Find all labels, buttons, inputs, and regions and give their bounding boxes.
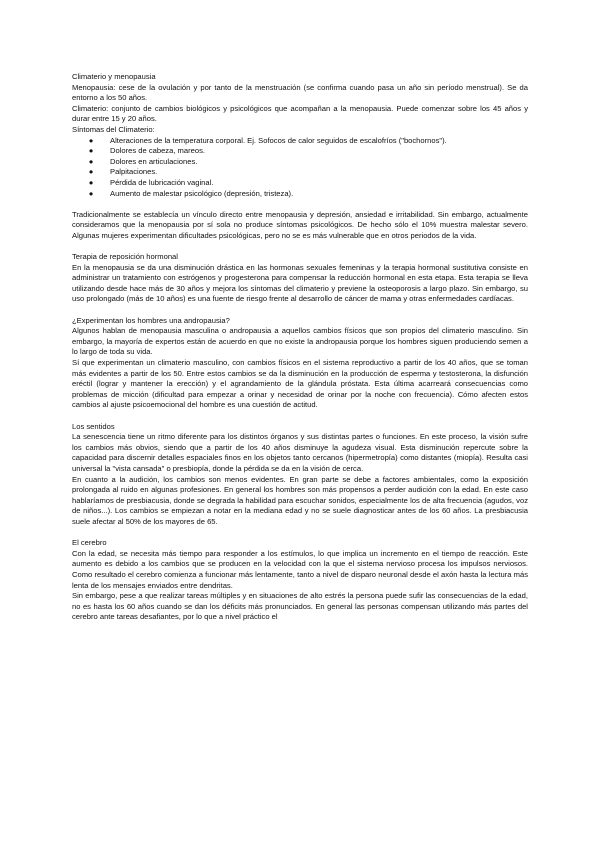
heading-sentidos: Los sentidos [72,421,115,431]
paragraph-depresion: Tradicionalmente se establecía un vínculo directo entre menopausia y depresión, ansiedad e irritabilidad. Sin embargo, actualmente consideramos que la menopausia por sí sola no produce síntomas psicológicos. De hecho sólo el 10% muestra malestar severo. Algunas mujeres experimentan dificultades psicológicas, pero no se es más vulnerable que en otros periodos de la vida. [72,209,528,240]
list-item: ● Pérdida de lubricación vaginal. [88,177,214,187]
paragraph-andropausia-2: Sí que experimentan un climaterio masculino, con cambios físicos en el sistema reproductivo a partir de los 40 años, que se toman más evidentes a partir de los 50. Entre estos cambios se da la disminución en la producción de esperma y testosterona, la disfunción eréctil (lograr y mantener la erección) y el agrandamiento de la glándula próstata. Esta última acarreará consecuencias como problemas de micción (dificultad para empezar a orinar y necesidad de orinar por la noche con frecuencia). Cómo afecten estos cambios al ajuste psicoemocional del hombre es una cuestión de actitud. [72,358,528,410]
list-item: ● Alteraciones de la temperatura corporal. Ej. Sofocos de calor seguidos de escalofríos ("bochornos"). [88,135,447,145]
paragraph-menopausia: Menopausia: cese de la ovulación y por tanto de la menstruación (se confirma cuando pasa un año sin período menstrual). Se da entorno a los 50 años. [72,82,528,103]
bullet-icon: ● [88,156,94,166]
paragraph-andropausia-1: Algunos hablan de menopausia masculina o andropausia a aquellos cambios físicos que son propios del climaterio masculino. Sin embargo, la mayoría de expertos están de acuerdo en que no existe la andropausia porque los hombres siguen produciendo semen a lo largo de toda su vida. [72,326,528,357]
bullet-icon: ● [88,188,94,198]
list-item: ● Aumento de malestar psicológico (depresión, tristeza). [88,188,294,198]
list-item: ● Dolores en articulaciones. [88,156,198,166]
symptoms-title: Síntomas del Climaterio: [72,124,155,134]
paragraph-cerebro-1: Con la edad, se necesita más tiempo para responder a los estímulos, lo que implica un incremento en el tiempo de reacción. Este aumento es debido a los cambios que se producen en la velocidad con la que el sistema nervioso procesa los impulsos nerviosos. Como resultado el cerebro comienza a funcionar más lentamente, tanto a nivel de disparo neuronal desde el axón hasta la lectura más lenta de los mensajes enviados entre dendritas. [72,548,528,590]
bullet-icon: ● [88,167,94,177]
bullet-icon: ● [88,146,94,156]
bullet-icon: ● [88,177,94,187]
heading-climaterio: Climaterio y menopausia [72,72,156,81]
bullet-icon: ● [88,135,94,145]
paragraph-climaterio: Climaterio: conjunto de cambios biológicos y psicológicos que acompañan a la menopausia. Puede comenzar sobre los 45 años y durar entre 15 y 20 años. [72,103,528,124]
heading-cerebro: El cerebro [72,538,107,548]
heading-andropausia: ¿Experimentan los hombres una andropausia? [72,315,230,325]
list-item: ● Palpitaciones. [88,167,158,177]
paragraph-terapia: En la menopausia se da una disminución drástica en las hormonas sexuales femeninas y la terapia hormonal sustitutiva consiste en administrar un tratamiento con estrógenos y progesterona para compensar la reducción hormonal en esta etapa. Esta terapia se lleva utilizando desde hace más de 30 años y mejora los síntomas del climaterio y previene la osteoporosis a largo plazo. Sin embargo, su uso prolongado (más de 10 años) es una fuente de riesgo frente al desarrollo de cáncer de mama y otras enfermedades cardíacas. [72,262,528,304]
symptoms-list [72,136,528,200]
list-item: ● Dolores de cabeza, mareos. [88,146,205,156]
paragraph-cerebro-2: Sin embargo, pese a que realizar tareas múltiples y en situaciones de alto estrés la persona puede sufir las consecuencias de la edad, no es hasta los 60 años cuando se dan los déficits más pronunciados. En general las personas compensan utilizando más partes del cerebro ante tareas desafiantes, por lo que a nivel práctico el [72,591,528,622]
heading-terapia: Terapia de reposición hormonal [72,252,178,262]
paragraph-vision: La senescencia tiene un ritmo diferente para los distintos órganos y sus distintas partes o funciones. En este proceso, la visión sufre los cambios más obvios, siendo que a partir de los 40 años disminuye la agudeza visual. Esta disminución repercute sobre la capacidad para discernir detalles espaciales finos en los objetos tanto cercanos (hipermetropía) como distantes (miopía). Resulta casi universal la "vista cansada" o presbiopía, donde la pérdida se da en la visión de cerca. [72,432,528,473]
paragraph-audicion: En cuanto a la audición, los cambios son menos evidentes. En gran parte se debe a factores ambientales, como la exposición prolongada al ruido en algunas profesiones. En general los hombres son más propensos a perder audición con la edad. En este caso hablaríamos de presbiacusia, donde se degrada la habilidad para escuchar sonidos, especialmente los de alta frecuencia (agudos, voz de niños...). Los cambios se empiezan a notar en la mediana edad y no se suele diagnosticar antes de los 60 años. La presbiacusia suele afectar al 50% de los mayores de 65. [72,474,528,526]
